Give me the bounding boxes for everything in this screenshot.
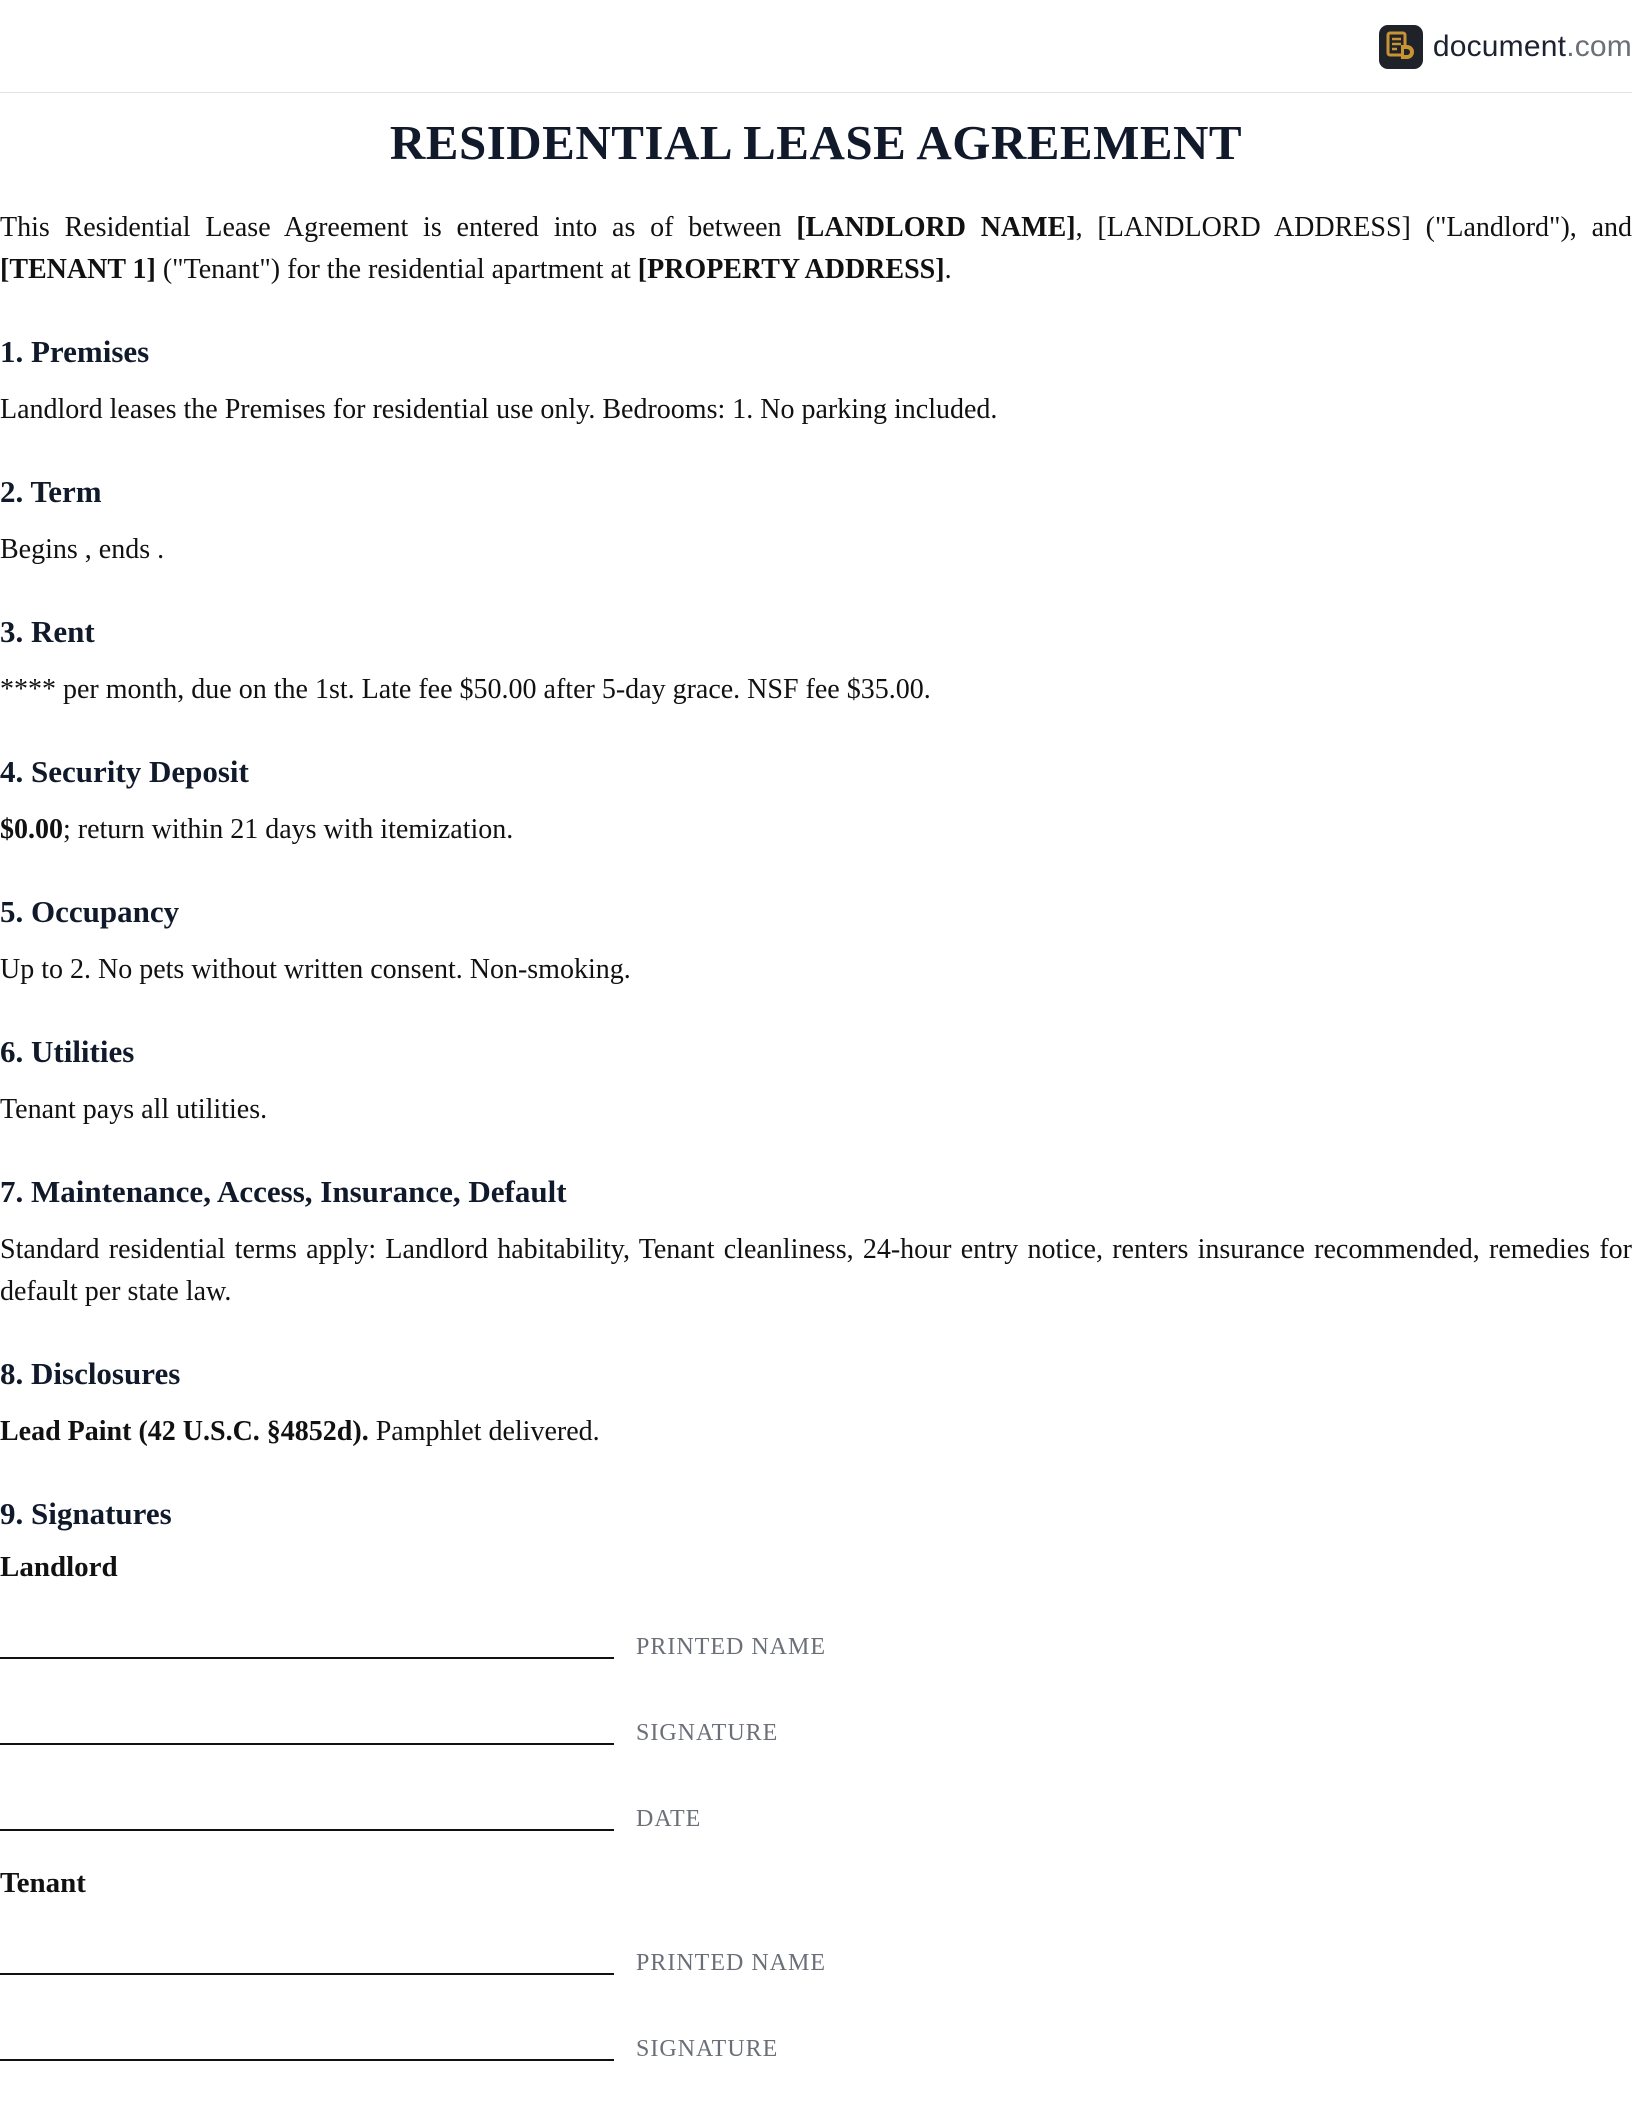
landlord-printed-name-line[interactable] <box>0 1657 614 1659</box>
printed-name-label: PRINTED NAME <box>636 1950 826 1976</box>
landlord-name-placeholder: [LANDLORD NAME] <box>796 212 1076 243</box>
landlord-signature-row <box>0 1679 1632 1765</box>
section-heading: 7. Maintenance, Access, Insurance, Default <box>0 1174 567 1209</box>
tenant-signature-line[interactable] <box>0 2059 614 2061</box>
brand-name <box>1433 30 1632 64</box>
section-utilities <box>0 1031 1632 1131</box>
printed-name-label: PRINTED NAME <box>636 1634 826 1660</box>
disclosure-text: Pamphlet delivered. <box>368 1416 600 1447</box>
intro-text-4: . <box>944 254 952 285</box>
deposit-text: ; return within 21 days with itemization. <box>63 814 514 845</box>
section-term <box>0 471 1632 571</box>
tenant-label: Tenant <box>0 1867 86 1899</box>
section-maintenance <box>0 1171 1632 1313</box>
section-body <box>0 1411 1632 1453</box>
section-heading: 9. Signatures <box>0 1496 172 1531</box>
tenant-signature-row <box>0 1995 1632 2081</box>
tenant-printed-name-line[interactable] <box>0 1973 614 1975</box>
landlord-date-row <box>0 1765 1632 1851</box>
section-heading: 6. Utilities <box>0 1034 135 1069</box>
section-body: Landlord leases the Premises for residential use only. Bedrooms: 1. No parking included. <box>0 394 998 425</box>
header-bar <box>0 0 1632 93</box>
section-signatures <box>0 1493 1632 2081</box>
brand[interactable] <box>1379 24 1632 70</box>
intro-paragraph <box>0 207 1632 291</box>
deposit-amount: $0.00 <box>0 814 63 845</box>
section-body: Tenant pays all utilities. <box>0 1094 268 1125</box>
section-premises <box>0 331 1632 431</box>
document-icon <box>1379 25 1423 69</box>
landlord-signature-line[interactable] <box>0 1743 614 1745</box>
tenant-placeholder: [TENANT 1] <box>0 254 156 285</box>
section-rent <box>0 611 1632 711</box>
section-heading: 4. Security Deposit <box>0 754 249 789</box>
section-body: Standard residential terms apply: Landlord habitability, Tenant cleanliness, 24-hour entry notice, renters insurance recommended, remedies for default per state law. <box>0 1234 1632 1307</box>
intro-text-2: , [LANDLORD ADDRESS] ("Landlord"), and <box>1075 212 1632 243</box>
signature-label: SIGNATURE <box>636 2036 779 2062</box>
section-occupancy <box>0 891 1632 991</box>
section-body <box>0 809 1632 851</box>
document-title: RESIDENTIAL LEASE AGREEMENT <box>389 115 1243 170</box>
signature-label: SIGNATURE <box>636 1720 779 1746</box>
section-heading: 3. Rent <box>0 614 95 649</box>
landlord-printed-name-row <box>0 1587 1632 1679</box>
section-security-deposit <box>0 751 1632 851</box>
landlord-label: Landlord <box>0 1551 118 1583</box>
section-body: Up to 2. No pets without written consent. Non-smoking. <box>0 954 631 985</box>
document-body <box>0 93 1632 2081</box>
date-label: DATE <box>636 1806 702 1832</box>
tenant-printed-name-row <box>0 1903 1632 1995</box>
intro-text-3: ("Tenant") for the residential apartment at <box>155 254 638 285</box>
property-address-placeholder: [PROPERTY ADDRESS] <box>637 254 945 285</box>
section-heading: 5. Occupancy <box>0 894 180 929</box>
section-heading: 1. Premises <box>0 334 150 369</box>
landlord-date-line[interactable] <box>0 1829 614 1831</box>
section-heading: 8. Disclosures <box>0 1356 181 1391</box>
brand-word: document <box>1432 30 1567 63</box>
lead-paint-label: Lead Paint (42 U.S.C. §4852d). <box>0 1416 369 1447</box>
brand-tld: .com <box>1566 30 1632 63</box>
section-body: Begins , ends . <box>0 534 165 565</box>
intro-text-1: This Residential Lease Agreement is entered into as of between <box>0 212 797 243</box>
section-body: **** per month, due on the 1st. Late fee $50.00 after 5-day grace. NSF fee $35.00. <box>0 674 931 705</box>
section-disclosures <box>0 1353 1632 1453</box>
section-heading: 2. Term <box>0 474 102 509</box>
